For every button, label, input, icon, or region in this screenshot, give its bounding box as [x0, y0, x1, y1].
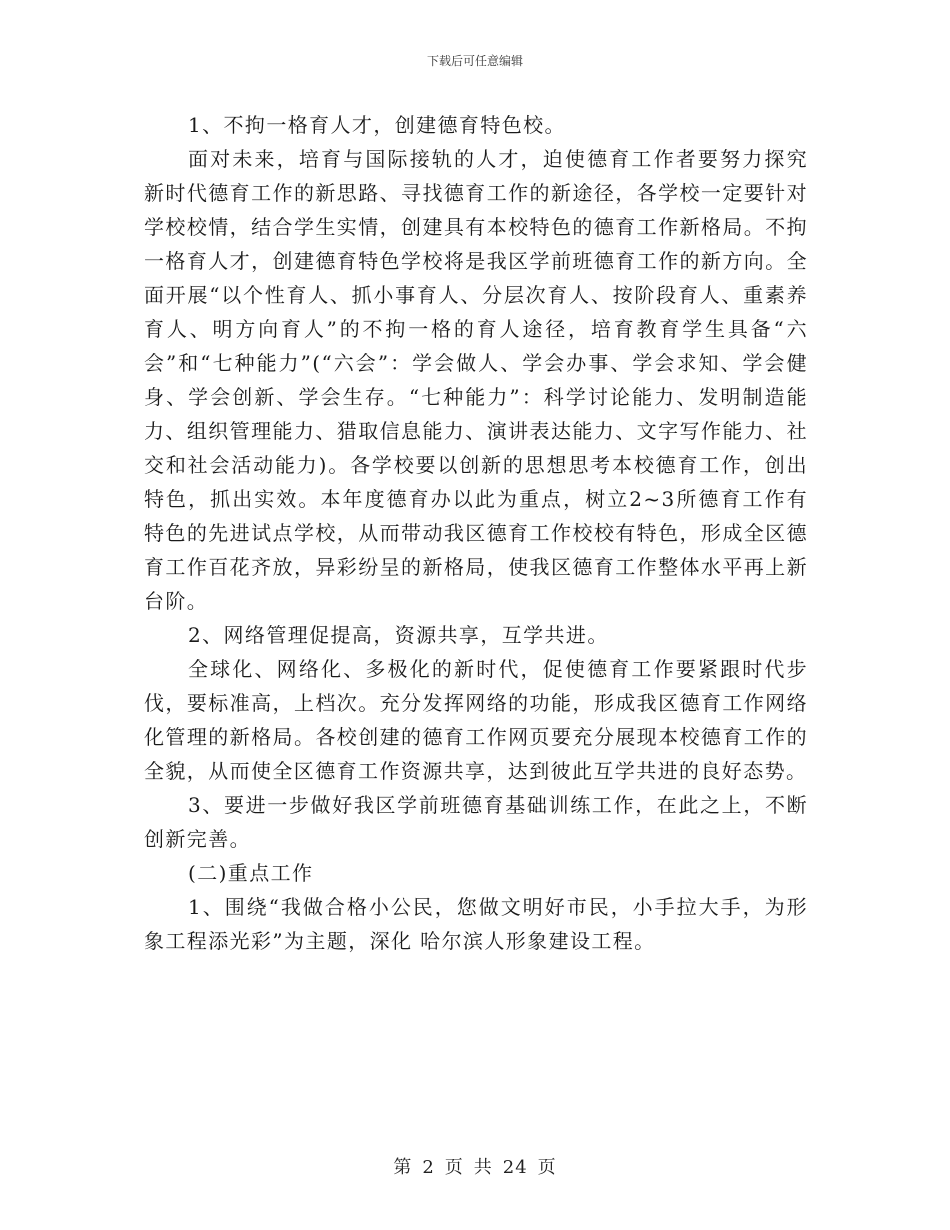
- page-footer: [0, 1153, 950, 1179]
- section-heading-2: 2、网络管理促提高，资源共享，互学共进。: [188, 623, 609, 647]
- page-label: 第: [393, 1157, 413, 1178]
- section-heading-1: 1、不拘一格育人才，创建德育特色校。: [188, 113, 566, 137]
- page-label-mid: 页: [444, 1157, 464, 1178]
- page-number-current: 2: [422, 1157, 435, 1178]
- document-body: [144, 108, 808, 958]
- page-total-label: 共: [473, 1157, 493, 1178]
- page-label-end: 页: [537, 1157, 557, 1178]
- page-header: 下载后可任意编辑: [426, 54, 523, 68]
- body-paragraph-1: 面对未来，培育与国际接轨的人才，迫使德育工作者要努力探究新时代德育工作的新思路、寻找德育工作的新途径，各学校一定要针对学校校情，结合学生实情，创建具有本校特色的德育工作新格局。不拘一格育人才，创建德育特色学校将是我区学前班德育工作的新方向。全面开展“以个性育人、抓小事育人、分层次育人、按阶段育人、重素养育人、明方向育人”的不拘一格的育人途径，培育教育学生具备“六会”和“七种能力”(“六会”：学会做人、学会办事、学会求知、学会健身、学会创新、学会生存。“七种能力”：科学讨论能力、发明制造能力、组织管理能力、猎取信息能力、演讲表达能力、文字写作能力、社交和社会活动能力)。各学校要以创新的思想思考本校德育工作，创出特色，抓出实效。本年度德育办以此为重点，树立2~3所德育工作有特色的先进试点学校，从而带动我区德育工作校校有特色，形成全区德育工作百花齐放，异彩纷呈的新格局，使我区德育工作整体水平再上新台阶。: [144, 147, 808, 613]
- section-heading-3: 3、要进一步做好我区学前班德育基础训练工作，在此之上，不断创新完善。: [144, 793, 808, 851]
- body-paragraph-2: 全球化、网络化、多极化的新时代，促使德育工作要紧跟时代步伐，要标准高，上档次。充分发挥网络的功能，形成我区德育工作网络化管理的新格局。各校创建的德育工作网页要充分展现本校德育工作的全貌，从而使全区德育工作资源共享，达到彼此互学共进的良好态势。: [144, 657, 808, 783]
- page-number-total: 24: [502, 1157, 528, 1178]
- body-paragraph-3: 1、围绕“我做合格小公民，您做文明好市民，小手拉大手，为形象工程添光彩”为主题，深化 哈尔滨人形象建设工程。: [144, 895, 808, 953]
- subsection-heading: (二)重点工作: [188, 861, 314, 885]
